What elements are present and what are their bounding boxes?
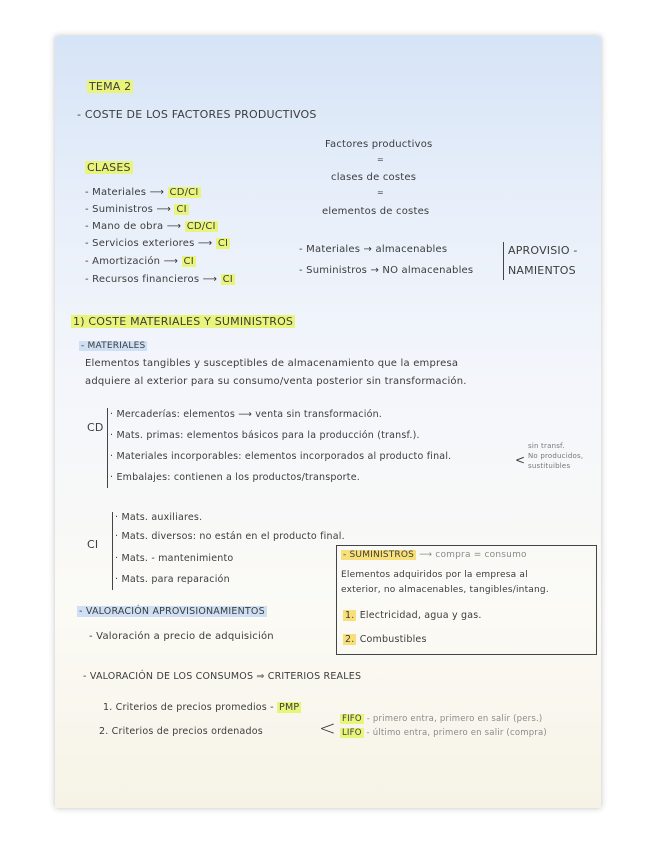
ci-item: · Mats. auxiliares. [115,512,203,523]
clase-row: - Amortización ⟶ CI [85,256,194,267]
suministros-title: - SUMINISTROS ⟶ compra = consumo [343,550,527,560]
cd-item: · Mats. primas: elementos básicos para la producción (transf.). [110,430,420,441]
cd-side-note: sin transf. [528,442,565,450]
aprov-label-1: APROVISIO - [508,244,578,257]
clase-row: - Suministros ⟶ CI [85,204,187,215]
ci-brace [112,512,113,590]
aprov-label-2: NAMIENTOS [508,264,576,277]
main-heading: - COSTE DE LOS FACTORES PRODUCTIVOS [77,108,317,121]
cd-side-bracket: < [515,453,526,467]
fifo-line: FIFO - primero entra, primero en salir (pers.) [342,714,543,724]
notebook-page [55,36,601,808]
cd-label: CD [87,421,104,434]
suministros-item: 1. Electricidad, agua y gas. [345,610,482,621]
criterio-2-bracket: < [319,716,336,740]
valoracion-item: - Valoración a precio de adquisición [89,631,274,642]
ci-item: · Mats. para reparación [115,574,230,585]
suministros-def-2: exterior, no almacenables, tangibles/intang. [341,585,549,595]
suministros-box [336,545,597,655]
aprov-materiales: - Materiales → almacenables [299,244,448,255]
cd-side-note: No producidos, [528,452,584,460]
cd-side-note: sustituibles [528,462,571,470]
clase-row: - Materiales ⟶ CD/CI [85,187,199,198]
clase-row: - Mano de obra ⟶ CD/CI [85,221,216,232]
lifo-line: LIFO - último entra, primero en salir (compra) [342,728,547,738]
suministros-def-1: Elementos adquiridos por la empresa al [341,570,528,580]
ci-label: CI [87,538,99,551]
cd-item: · Materiales incorporables: elementos incorporados al producto final. [110,451,452,462]
equiv-clases: clases de costes [331,172,417,183]
ci-item: · Mats. - mantenimiento [115,553,234,564]
clase-row: - Recursos financieros ⟶ CI [85,274,233,285]
aprov-brace [499,242,504,280]
equiv-eq-2: = [377,188,384,197]
cd-brace [107,408,108,488]
cd-item: · Embalajes: contienen a los productos/transporte. [110,472,360,483]
cd-item: · Mercaderías: elementos ⟶ venta sin transformación. [110,409,383,420]
materiales-def-1: Elementos tangibles y susceptibles de almacenamiento que la empresa [85,358,459,369]
consumos-title: - VALORACIÓN DE LOS CONSUMOS ⇒ CRITERIOS REALES [83,671,362,682]
criterio-1: 1. Criterios de precios promedios - PMP [103,702,300,713]
equiv-factores: Factores productivos [325,139,433,150]
suministros-item: 2. Combustibles [345,634,427,645]
tema-title: TEMA 2 [89,80,132,93]
section-1-heading: 1) COSTE MATERIALES Y SUMINISTROS [73,315,294,328]
valoracion-title: - VALORACIÓN APROVISIONAMIENTOS [79,606,265,617]
materiales-def-2: adquiere al exterior para su consumo/venta posterior sin transformación. [85,376,467,387]
equiv-eq-1: = [377,155,384,164]
equiv-elementos: elementos de costes [322,206,430,217]
clase-row: - Servicios exteriores ⟶ CI [85,238,229,249]
materiales-title: - MATERIALES [81,341,146,351]
criterio-2: 2. Criterios de precios ordenados [99,726,263,737]
ci-item: · Mats. diversos: no están en el producto final. [115,531,345,542]
clases-title: CLASES [87,161,131,174]
aprov-suministros: - Suministros → NO almacenables [299,265,474,276]
